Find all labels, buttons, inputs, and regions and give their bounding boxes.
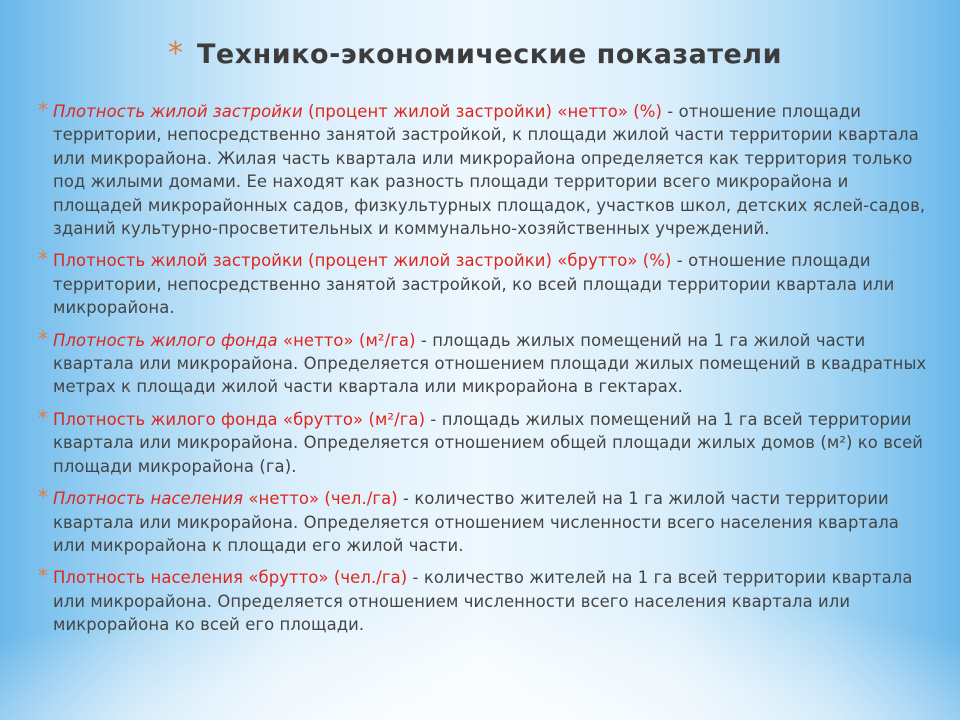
bullet-icon: * bbox=[38, 485, 48, 510]
item-text bbox=[53, 329, 933, 399]
description: - количество жителей на 1 га всей территории квартала или микрорайона. Определяется отношением численности всего населения квартала или микрорайона ко всей его площади. bbox=[53, 568, 913, 635]
list-item bbox=[38, 326, 933, 399]
term: «нетто» (м²/га) bbox=[277, 330, 416, 350]
term-italic: Плотность жилой застройки bbox=[53, 102, 303, 121]
title-bullet-icon: * bbox=[168, 36, 183, 71]
item-text bbox=[53, 408, 933, 478]
item-text bbox=[53, 100, 933, 240]
slide-title bbox=[168, 32, 928, 76]
bullet-icon: * bbox=[38, 326, 48, 351]
description: - площадь жилых помещений на 1 га жилой части квартала или микрорайона. Определяется отношением площади жилых помещений в квадратных метрах к площади жилой части квартала или микрорайона в гектарах. bbox=[53, 330, 927, 397]
bullet-icon: * bbox=[38, 564, 48, 589]
description: - площадь жилых помещений на 1 га всей территории квартала или микрорайона. Определяется отношением общей площади жилых домов (м²) ко всей площади микрорайона (га). bbox=[53, 409, 924, 476]
description: - отношение площади территории, непосредственно занятой застройкой, к площади жилой части территории квартала или микрорайона. Жилая часть квартала или микрорайона определяется как территория только под жилыми домами. Ее находят как разность площади территории всего микрорайона и площадей микрорайонных садов, физкультурных площадок, участков школ, детских яслей-садов, зданий культурно-просветительных и коммунально-хозяйственных учреждений. bbox=[53, 102, 926, 239]
list-item bbox=[38, 487, 933, 557]
list-item bbox=[38, 566, 933, 636]
title-text: Технико-экономические показатели bbox=[197, 38, 782, 70]
item-text bbox=[53, 566, 933, 636]
bullet-list bbox=[38, 100, 933, 646]
term: Плотность населения «брутто» (чел./га) bbox=[53, 568, 408, 588]
term: Плотность жилой застройки (процент жилой застройки) «брутто» (%) bbox=[53, 251, 672, 271]
term-italic: Плотность жилого фонда bbox=[53, 330, 278, 350]
bullet-icon: * bbox=[38, 405, 48, 430]
term: «нетто» (чел./га) bbox=[243, 489, 398, 509]
item-text bbox=[53, 487, 933, 557]
list-item bbox=[38, 405, 933, 478]
description: - количество жителей на 1 га жилой части территории квартала или микрорайона. Определяется отношением численности всего населения квартала или микрорайона к площади его жилой части. bbox=[53, 489, 899, 555]
term: Плотность жилого фонда «брутто» (м²/га) bbox=[53, 409, 426, 429]
term-italic: Плотность населения bbox=[53, 489, 244, 509]
list-item bbox=[38, 249, 933, 319]
bullet-icon: * bbox=[38, 247, 48, 272]
term: (процент жилой застройки) «нетто» (%) bbox=[302, 102, 662, 121]
item-text bbox=[53, 249, 933, 319]
description: - отношение площади территории, непосредственно занятой застройкой, ко всей площади территории квартала или микрорайона. bbox=[53, 251, 895, 318]
list-item bbox=[38, 100, 933, 240]
bullet-icon: * bbox=[38, 98, 48, 122]
